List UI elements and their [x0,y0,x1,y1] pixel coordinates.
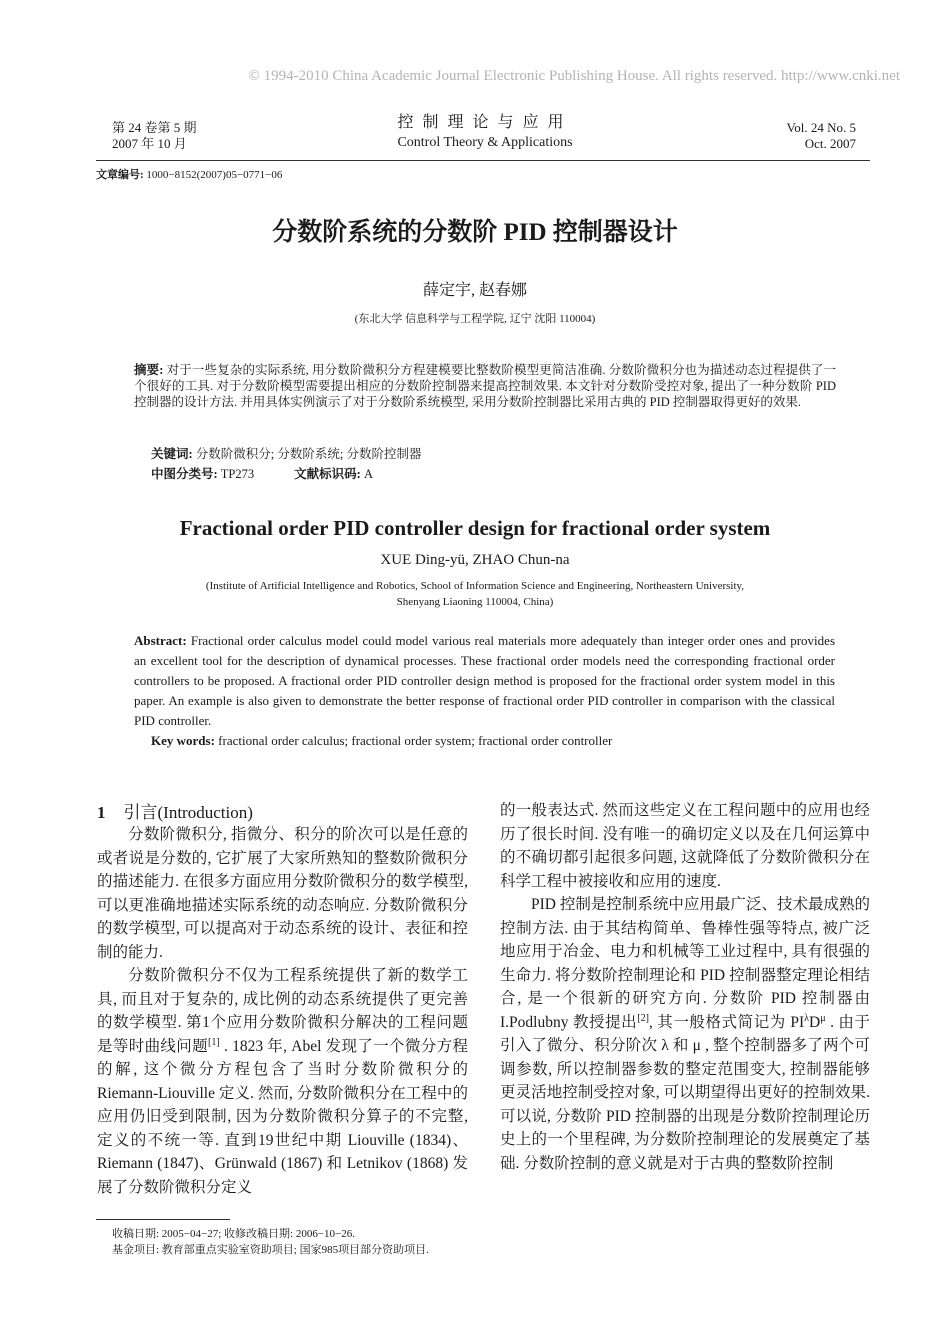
paragraph [97,964,468,1199]
paragraph: 分数阶微积分, 指微分、积分的阶次可以是任意的或者说是分数的, 它扩展了大家所熟知的整数阶微积分的描述能力. 在很多方面应用分数阶微积分的数学模型, 可以更准确地描述实际系统的动态响应. 分数阶微积分的数学模型, 可以提高对于动态系统的设计、表征和控制的能力. [97,826,468,961]
volume-issue-cn: 第 24 卷第 5 期 [112,120,197,135]
keywords-cn [151,444,422,462]
affiliation-cn: (东北大学 信息科学与工程学院, 辽宁 沈阳 110004) [354,313,596,325]
volume-issue-en: Vol. 24 No. 5 [786,120,856,135]
journal-name-en: Control Theory & Applications [397,135,573,150]
date-en: Oct. 2007 [804,136,856,151]
abstract-cn-text: 对于一些复杂的实际系统, 用分数阶微积分方程建模要比整数阶模型更简洁准确. 分数阶微积分也为描述动态过程提供了一个很好的工具. 对于分数阶模型需要提出相应的分数阶控制器来提高控制效果. 本文针对分数阶受控对象, 提出了一种分数阶 PID 控制器的设计方法. 并用具体实例演示了对于分数阶系统模型, 采用分数阶控制器比采用古典的 PID 控制器取得更好的效果. [134,363,836,409]
header-rule [96,160,870,161]
abstract-cn-label: 摘要: [134,363,164,377]
copyright-line: © 1994-2010 China Academic Journal Electronic Publishing House. All rights reserved. http://www.cnki.net [248,68,900,84]
keywords-en-label: Key words: [151,733,215,748]
text-run: PID 控制是控制系统中应用最广泛、技术最成熟的控制方法. 由于其结构简单、鲁棒性强等特点, 被广泛地应用于冶金、电力和机械等工业过程中, 具有很强的生命力. 将分数阶控制理论和 PID 控制器整定理论相结合, 是一个很新的研究方向. 分数阶 PID 控制器由 I.Podlubny 教授提出 [500,896,870,1031]
footnote-rule [96,1219,230,1220]
article-number-value: 1000−8152(2007)05−0771−06 [143,169,283,181]
doc-code-label: 文献标识码: [294,467,361,481]
clc-value: TP273 [217,467,255,481]
doc-code-value: A [360,467,373,481]
text-run: 分数阶微积分不仅为工程系统提供了新的数学工具, 而且对于复杂的, 成比例的动态系统提供了更完善的数学模型. 第1个应用分数阶微积分解决的工程问题是等时曲线问题 [97,967,468,1055]
keywords-cn-text: 分数阶微积分; 分数阶系统; 分数阶控制器 [192,447,422,461]
text-run: . 由于引入了微分、积分阶次 λ 和 μ , 整个控制器多了两个可调参数, 所以控制器参数的整定范围变大, 控制器能够更灵活地控制受控对象, 可以期望得出更好的控制效果. 可以说, 分数阶 PID 控制器的出现是分数阶控制理论历史上的一个里程碑, 为分数阶控制理论的发展奠定了基础. 分数阶控制的意义就是对于古典的整数阶控制 [500,1013,870,1172]
keywords-en [151,733,612,749]
classification-cn [151,464,373,482]
header-left [112,120,197,152]
title-cn: 分数阶系统的分数阶 PID 控制器设计 [272,219,678,246]
citation-ref[interactable]: [1] [208,1036,220,1048]
keywords-en-text: fractional order calculus; fractional order system; fractional order controller [214,733,613,748]
authors-cn: 薛定宇, 赵春娜 [422,282,527,299]
paragraph: 的一般表达式. 然而这些定义在工程问题中的应用也经历了很长时间. 没有唯一的确切定义以及在几何运算中的不确切都引起很多问题, 这就降低了分数阶微积分在科学工程中被接收和应用的速度. [500,802,870,890]
keywords-cn-label: 关键词: [151,447,193,461]
affiliation-en-line: (Institute of Artificial Intelligence and Robotics, School of Information Science and Engineering, Northeastern University, [205,580,745,592]
journal-name [340,113,630,153]
article-number-label: 文章编号: [96,169,144,181]
article-number [96,166,282,182]
footnote-funding: 基金项目: 教育部重点实验室资助项目; 国家985项目部分资助项目. [112,1244,429,1256]
section-title: 引言(Introduction) [123,803,253,822]
journal-name-cn: 控制理论与应用 [397,114,573,131]
affiliation-en [150,578,800,610]
abstract-cn [134,362,836,410]
superscript-lambda: λ [804,1012,810,1024]
body-column-right [500,799,870,1175]
abstract-en-text: Fractional order calculus model could model various real materials more adequately than integer order ones and provides an excellent tool for the description of dynamical processes. These fractional order models need the corresponding fractional order controllers to be proposed. A fractional order PID controller design method is proposed for the fractional order system model in this paper. An example is also given to demonstrate the better response of fractional order PID controller in comparison with the classical PID controller. [134,633,835,728]
footnote-received: 收稿日期: 2005−04−27; 收修改稿日期: 2006−10−26. [112,1228,355,1240]
body-column-left [97,823,468,1199]
section-number: 1 [97,803,106,822]
header-right [787,120,856,152]
clc-label: 中图分类号: [151,467,218,481]
citation-ref[interactable]: [2] [637,1012,649,1024]
text-run: , 其一般格式简记为 PI [648,1013,805,1031]
abstract-en [134,631,835,731]
footnotes [112,1226,429,1258]
paragraph [500,893,870,1175]
title-en: Fractional order PID controller design for fractional order system [179,516,771,540]
section-heading [97,798,253,823]
date-cn: 2007 年 10 月 [112,136,187,151]
superscript-mu: μ [820,1012,826,1024]
text-run: . 1823 年, Abel 发现了一个微分方程的解, 这个微分方程包含了当时分数阶微积分的 Riemann-Liouville 定义. 然而, 分数阶微积分在工程中的应用仍旧受到限制, 因为分数阶微积分算子的不完整, 定义的不统一等. 直到19世纪中期 Liouville (1834)、Riemann (1847)、Grünwald (1867) 和 Letnikov (1868) 发展了分数阶微积分定义 [97,1037,468,1196]
abstract-en-label: Abstract: [134,633,187,648]
authors-en: XUE Ding-yü, ZHAO Chun-na [380,552,570,568]
affiliation-en-line: Shenyang Liaoning 110004, China) [396,596,554,608]
text-run: D [809,1013,821,1031]
